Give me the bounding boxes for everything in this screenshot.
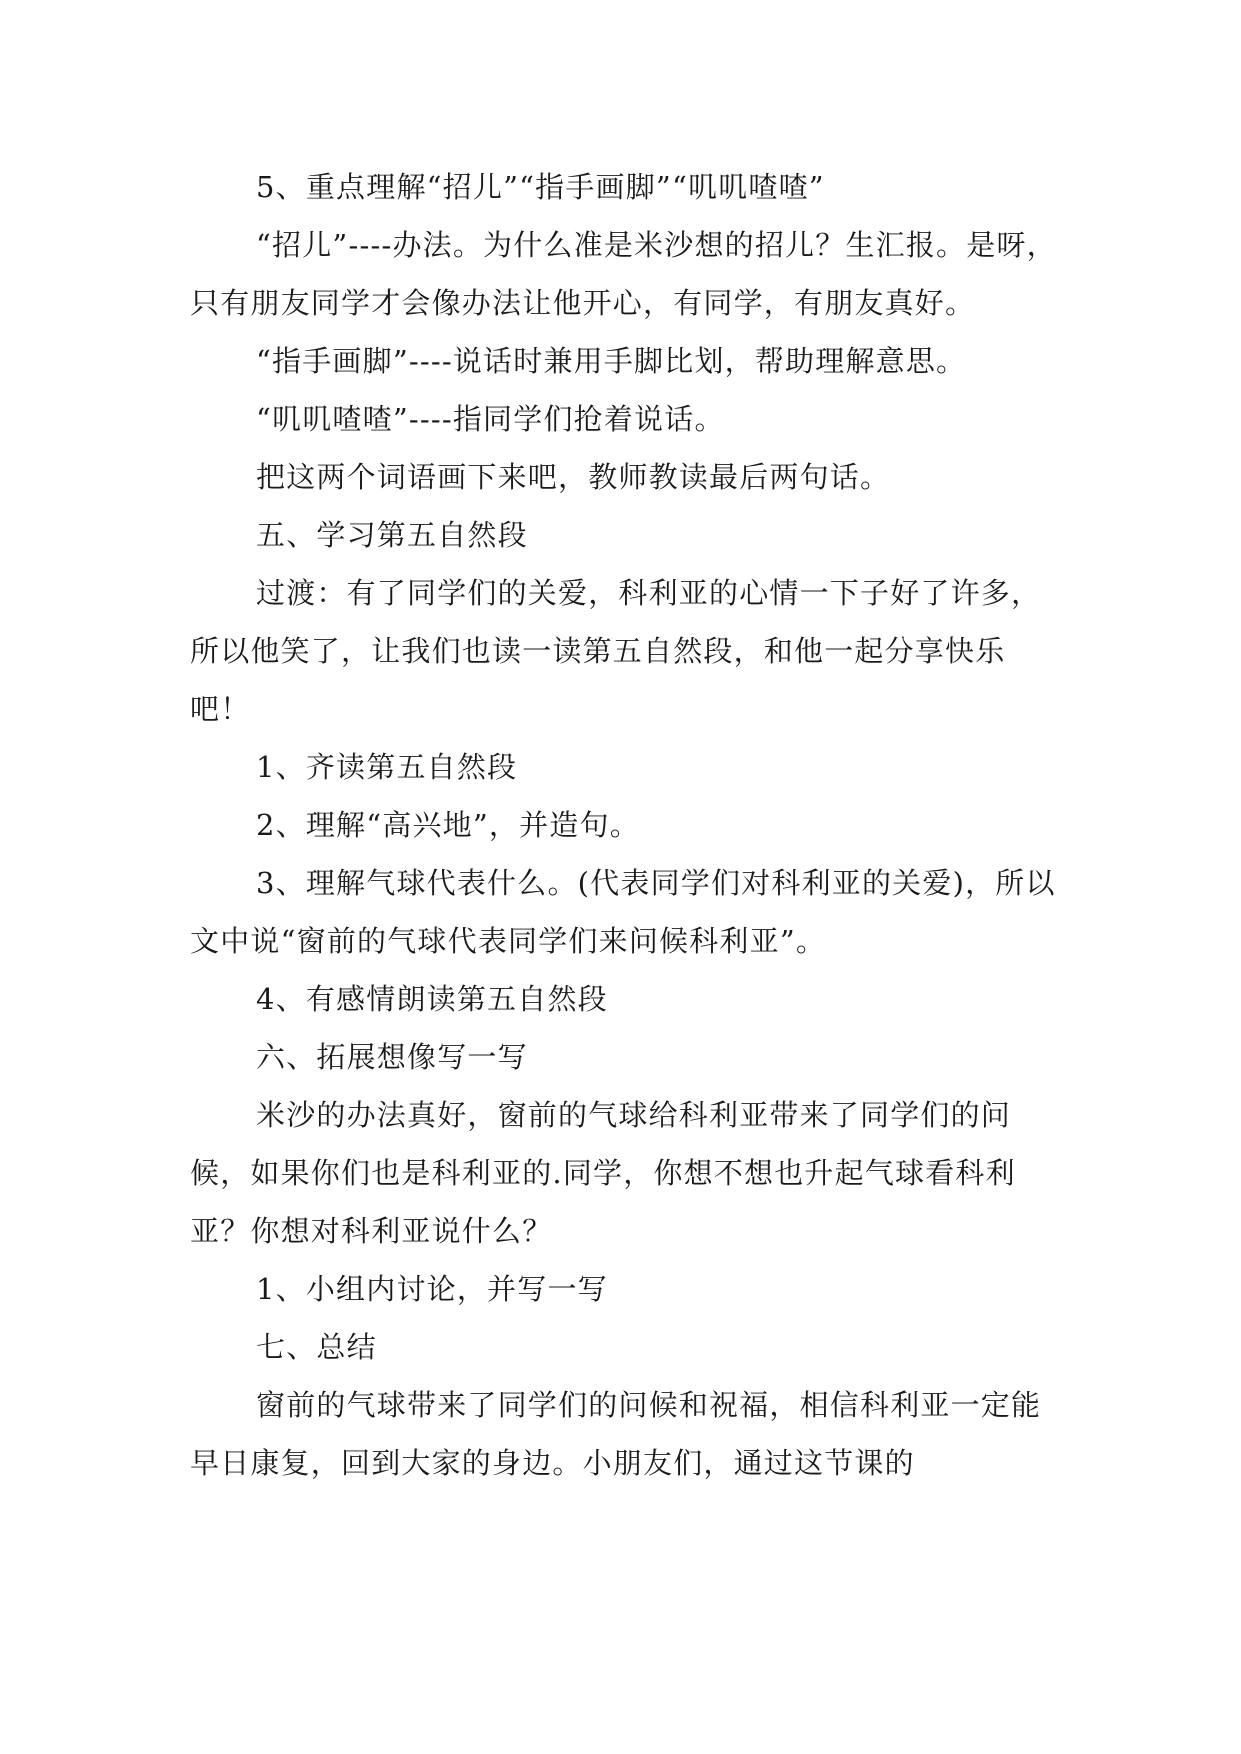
section-heading-five: 五、学习第五自然段 [256,518,528,552]
paragraph-zhishouhuajiao: “指手画脚”----说话时兼用手脚比划，帮助理解意思。 [256,344,967,378]
paragraph-jijizhazha: “叽叽喳喳”----指同学们抢着说话。 [256,402,725,436]
section-heading-seven: 七、总结 [256,1330,377,1364]
paragraph-misha-idea: 米沙的办法真好，窗前的气球给科利亚带来了同学们的问候，如果你们也是科利亚的.同学，你想不想也升起气球看科利亚？你想对科利亚说什么？ [190,1098,1016,1248]
paragraph-summary: 窗前的气球带来了同学们的问候和祝福，相信科利亚一定能早日康复，回到大家的身边。小朋友们，通过这节课的 [190,1388,1042,1480]
paragraph-transition: 过渡：有了同学们的关爱，科利亚的心情一下子好了许多，所以他笑了，让我们也读一读第五自然段，和他一起分享快乐吧！ [190,576,1042,726]
list-item-read-together: 1、齐读第五自然段 [256,750,518,784]
paragraph-zhaoer: “招儿”----办法。为什么准是米沙想的招儿？生汇报。是呀，只有朋友同学才会像办法让他开心，有同学，有朋友真好。 [190,228,1057,320]
list-item-gaoxingde: 2、理解“高兴地”，并造句。 [256,808,640,842]
document-body [190,158,1060,1492]
section-heading-six: 六、拓展想像写一写 [256,1040,528,1074]
list-item-group-discussion: 1、小组内讨论，并写一写 [256,1272,608,1306]
list-item-emotional-reading: 4、有感情朗读第五自然段 [256,982,608,1016]
paragraph-key-words-heading: 5、重点理解“招儿”“指手画脚”“叽叽喳喳” [256,170,825,204]
list-item-balloon-meaning: 3、理解气球代表什么。(代表同学们对科利亚的关爱)，所以文中说“窗前的气球代表同学们来问候科利亚”。 [190,866,1056,958]
paragraph-draw-words: 把这两个词语画下来吧，教师教读最后两句话。 [256,460,891,494]
